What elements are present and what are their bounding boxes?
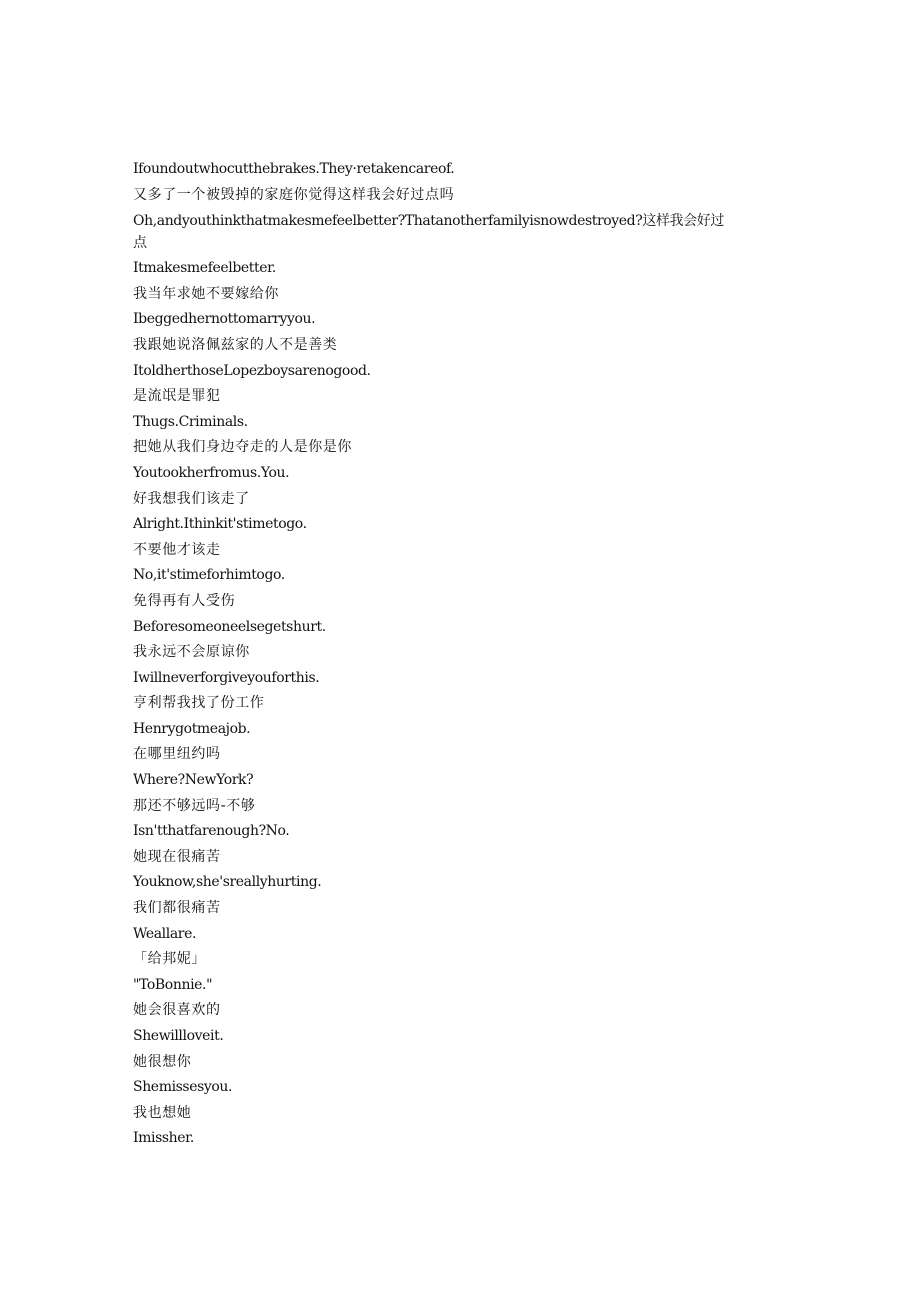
english-subtitle-line: No,it'stimeforhimtogo.	[133, 567, 285, 584]
english-subtitle-line: Oh,andyouthinkthatmakesmefeelbetter?Thatanotherfamilyisnowdestroyed?这样我会好过点	[133, 213, 724, 252]
english-subtitle-line: Weallare.	[133, 925, 197, 942]
english-subtitle-line: Imissher.	[133, 1130, 194, 1147]
chinese-subtitle-line: 我跟她说洛佩兹家的人不是善类	[133, 336, 338, 353]
english-subtitle-line: Shewillloveit.	[133, 1028, 224, 1044]
chinese-subtitle-line: 是流氓是罪犯	[133, 388, 221, 405]
chinese-subtitle-line: 「给邦妮」	[133, 951, 206, 968]
english-subtitle-line: Iwillneverforgiveyouforthis.	[133, 669, 320, 686]
english-subtitle-line: Youtookherfromus.You.	[133, 464, 290, 481]
chinese-subtitle-line: 好我想我们该走了	[133, 490, 250, 507]
english-subtitle-line: Where?NewYork?	[133, 772, 254, 789]
chinese-subtitle-line: 我当年求她不要嫁给你	[133, 285, 279, 302]
chinese-subtitle-line: 我们都很痛苦	[133, 900, 221, 917]
chinese-subtitle-line: 不要他才该走	[133, 541, 221, 558]
english-subtitle-line: ItoldherthoseLopezboysarenogood.	[133, 362, 371, 379]
chinese-subtitle-line: 免得再有人受伤	[133, 592, 236, 609]
english-subtitle-line: Thugs.Criminals.	[133, 413, 248, 430]
chinese-subtitle-line: 又多了一个被毁掉的家庭你觉得这样我会好过点吗	[133, 186, 455, 203]
english-subtitle-line: Youknow,she'sreallyhurting.	[133, 874, 322, 891]
english-subtitle-line: Isn'tthatfarenough?No.	[133, 823, 290, 840]
chinese-subtitle-line: 她很想你	[133, 1053, 192, 1070]
english-subtitle-line: Shemissesyou.	[133, 1079, 233, 1096]
chinese-subtitle-line: 她现在很痛苦	[133, 848, 221, 865]
english-subtitle-line: Alright.Ithinkit'stimetogo.	[133, 516, 307, 533]
english-subtitle-line: Ibeggedhernottomarryyou.	[133, 311, 316, 328]
english-subtitle-line: Henrygotmeajob.	[133, 720, 251, 737]
chinese-subtitle-line: 把她从我们身边夺走的人是你是你	[133, 439, 352, 456]
english-subtitle-line: "ToBonnie."	[133, 976, 213, 993]
chinese-subtitle-line: 那还不够远吗-不够	[133, 797, 256, 814]
english-subtitle-line: Ifoundoutwhocutthebrakes.They·retakencareof.	[133, 161, 455, 177]
chinese-subtitle-line: 她会很喜欢的	[133, 1002, 221, 1019]
chinese-subtitle-line: 亨利帮我找了份工作	[133, 695, 265, 712]
chinese-subtitle-line: 我也想她	[133, 1104, 192, 1121]
english-subtitle-line: Beforesomeoneelsegetshurt.	[133, 618, 326, 635]
chinese-subtitle-line: 在哪里纽约吗	[133, 746, 221, 763]
chinese-subtitle-line: 我永远不会原谅你	[133, 644, 250, 661]
document-body	[133, 157, 733, 1152]
english-subtitle-line: Itmakesmefeelbetter.	[133, 260, 276, 277]
